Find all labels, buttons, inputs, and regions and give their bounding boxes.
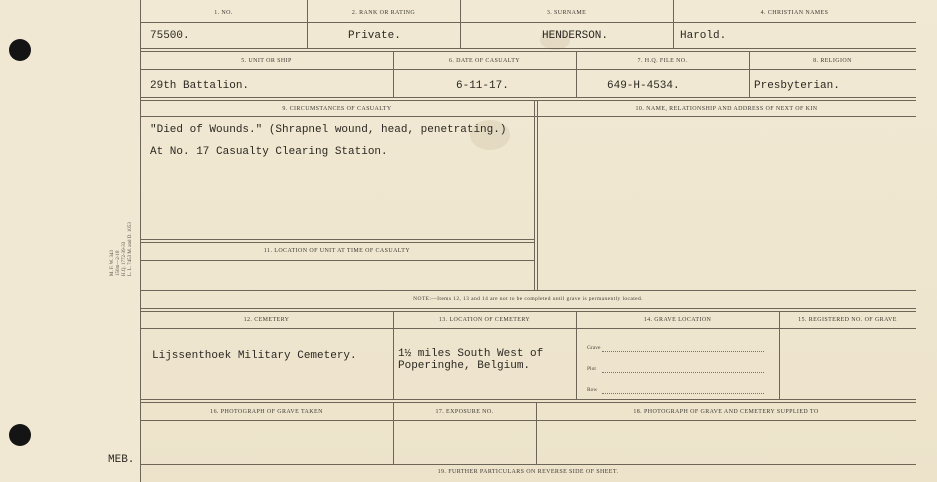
label-christian-names: 4. CHRISTIAN NAMES xyxy=(760,10,829,16)
rule xyxy=(140,311,916,312)
rule xyxy=(140,399,916,400)
label-no: 1. NO. xyxy=(214,10,233,16)
punch-hole-bottom xyxy=(9,424,31,446)
label-further-particulars: 19. FURTHER PARTICULARS ON REVERSE SIDE OF SHEET. xyxy=(437,469,619,475)
rule xyxy=(140,239,534,240)
label-registered-no: 15. REGISTERED NO. OF GRAVE xyxy=(798,317,897,323)
rule xyxy=(140,22,916,23)
value-circumstances-line1: "Died of Wounds." (Shrapnel wound, head, penetrating.) xyxy=(150,124,507,136)
label-hq-file: 7. H.Q. FILE NO. xyxy=(637,58,688,64)
rule xyxy=(534,100,535,290)
rule xyxy=(140,97,916,98)
value-hq-file: 649-H-4534. xyxy=(607,80,680,92)
form-ref-line: L. L. 7453 M. and D. 1053 xyxy=(128,222,133,276)
rule xyxy=(393,311,394,399)
value-location-cemetery-line2: Poperinghe, Belgium. xyxy=(398,360,531,372)
value-religion: Presbyterian. xyxy=(754,80,840,92)
value-unit: 29th Battalion. xyxy=(150,80,250,92)
label-photo-taken: 16. PHOTOGRAPH OF GRAVE TAKEN xyxy=(210,409,323,415)
rule xyxy=(307,0,308,48)
value-christian-names: Harold. xyxy=(680,30,727,42)
label-date-casualty: 6. DATE OF CASUALTY xyxy=(448,58,521,64)
value-surname: HENDERSON. xyxy=(542,30,609,42)
value-circumstances-line2: At No. 17 Casualty Clearing Station. xyxy=(150,146,388,158)
label-religion: 8. RELIGION xyxy=(813,58,852,64)
form-ref-line: M. F. W. 343 xyxy=(110,250,115,276)
label-next-of-kin: 10. NAME, RELATIONSHIP AND ADDRESS OF NEXT OF KIN xyxy=(635,106,818,112)
rule xyxy=(140,290,916,291)
value-rank: Private. xyxy=(348,30,401,42)
rule xyxy=(140,420,916,421)
label-unit: 5. UNIT OR SHIP xyxy=(241,58,292,64)
rule xyxy=(140,308,916,309)
rule xyxy=(673,0,674,48)
label-cemetery: 12. CEMETERY xyxy=(243,317,290,323)
label-photo-supplied: 18. PHOTOGRAPH OF GRAVE AND CEMETERY SUPPLIED TO xyxy=(633,409,819,415)
clerk-initials: MEB. xyxy=(108,454,135,466)
form-reference-text xyxy=(110,214,134,282)
rule xyxy=(140,242,534,243)
label-rank: 2. RANK OR RATING xyxy=(351,10,416,16)
rule xyxy=(140,116,916,117)
form-ref-line: H.Q. 1772-39-33 xyxy=(122,241,127,276)
rule xyxy=(576,311,577,399)
row-fill-line xyxy=(602,393,764,394)
label-plot: Plot xyxy=(587,366,596,372)
rule xyxy=(140,328,916,329)
rule xyxy=(140,51,916,52)
note-text: NOTE:—Items 12, 13 and 14 are not to be completed until grave is permanently located. xyxy=(413,296,643,302)
value-location-cemetery-line1: 1½ miles South West of xyxy=(398,348,544,360)
value-cemetery: Lijssenthoek Military Cemetery. xyxy=(152,350,357,362)
rule xyxy=(140,69,916,70)
rule xyxy=(537,100,538,290)
label-grave-location: 14. GRAVE LOCATION xyxy=(643,317,712,323)
rule xyxy=(460,0,461,48)
label-surname: 3. SURNAME xyxy=(546,10,587,16)
rule xyxy=(140,260,534,261)
value-no: 75500. xyxy=(150,30,190,42)
plot-fill-line xyxy=(602,372,764,373)
form-ref-line: 150m—2-18 xyxy=(116,250,121,276)
label-location-unit: 11. LOCATION OF UNIT AT TIME OF CASUALTY xyxy=(263,248,411,254)
rule xyxy=(140,100,916,101)
label-location-cemetery: 13. LOCATION OF CEMETERY xyxy=(438,317,531,323)
rule xyxy=(779,311,780,399)
rule xyxy=(140,464,916,465)
label-grave: Grave xyxy=(587,345,601,351)
label-row: Row xyxy=(587,387,598,393)
label-circumstances: 9. CIRCUMSTANCES OF CASUALTY xyxy=(282,106,392,112)
rule xyxy=(140,48,916,49)
rule xyxy=(140,402,916,403)
label-exposure: 17. EXPOSURE NO. xyxy=(435,409,494,415)
punch-hole-top xyxy=(9,39,31,61)
value-date-casualty: 6-11-17. xyxy=(456,80,509,92)
grave-fill-line xyxy=(602,351,764,352)
